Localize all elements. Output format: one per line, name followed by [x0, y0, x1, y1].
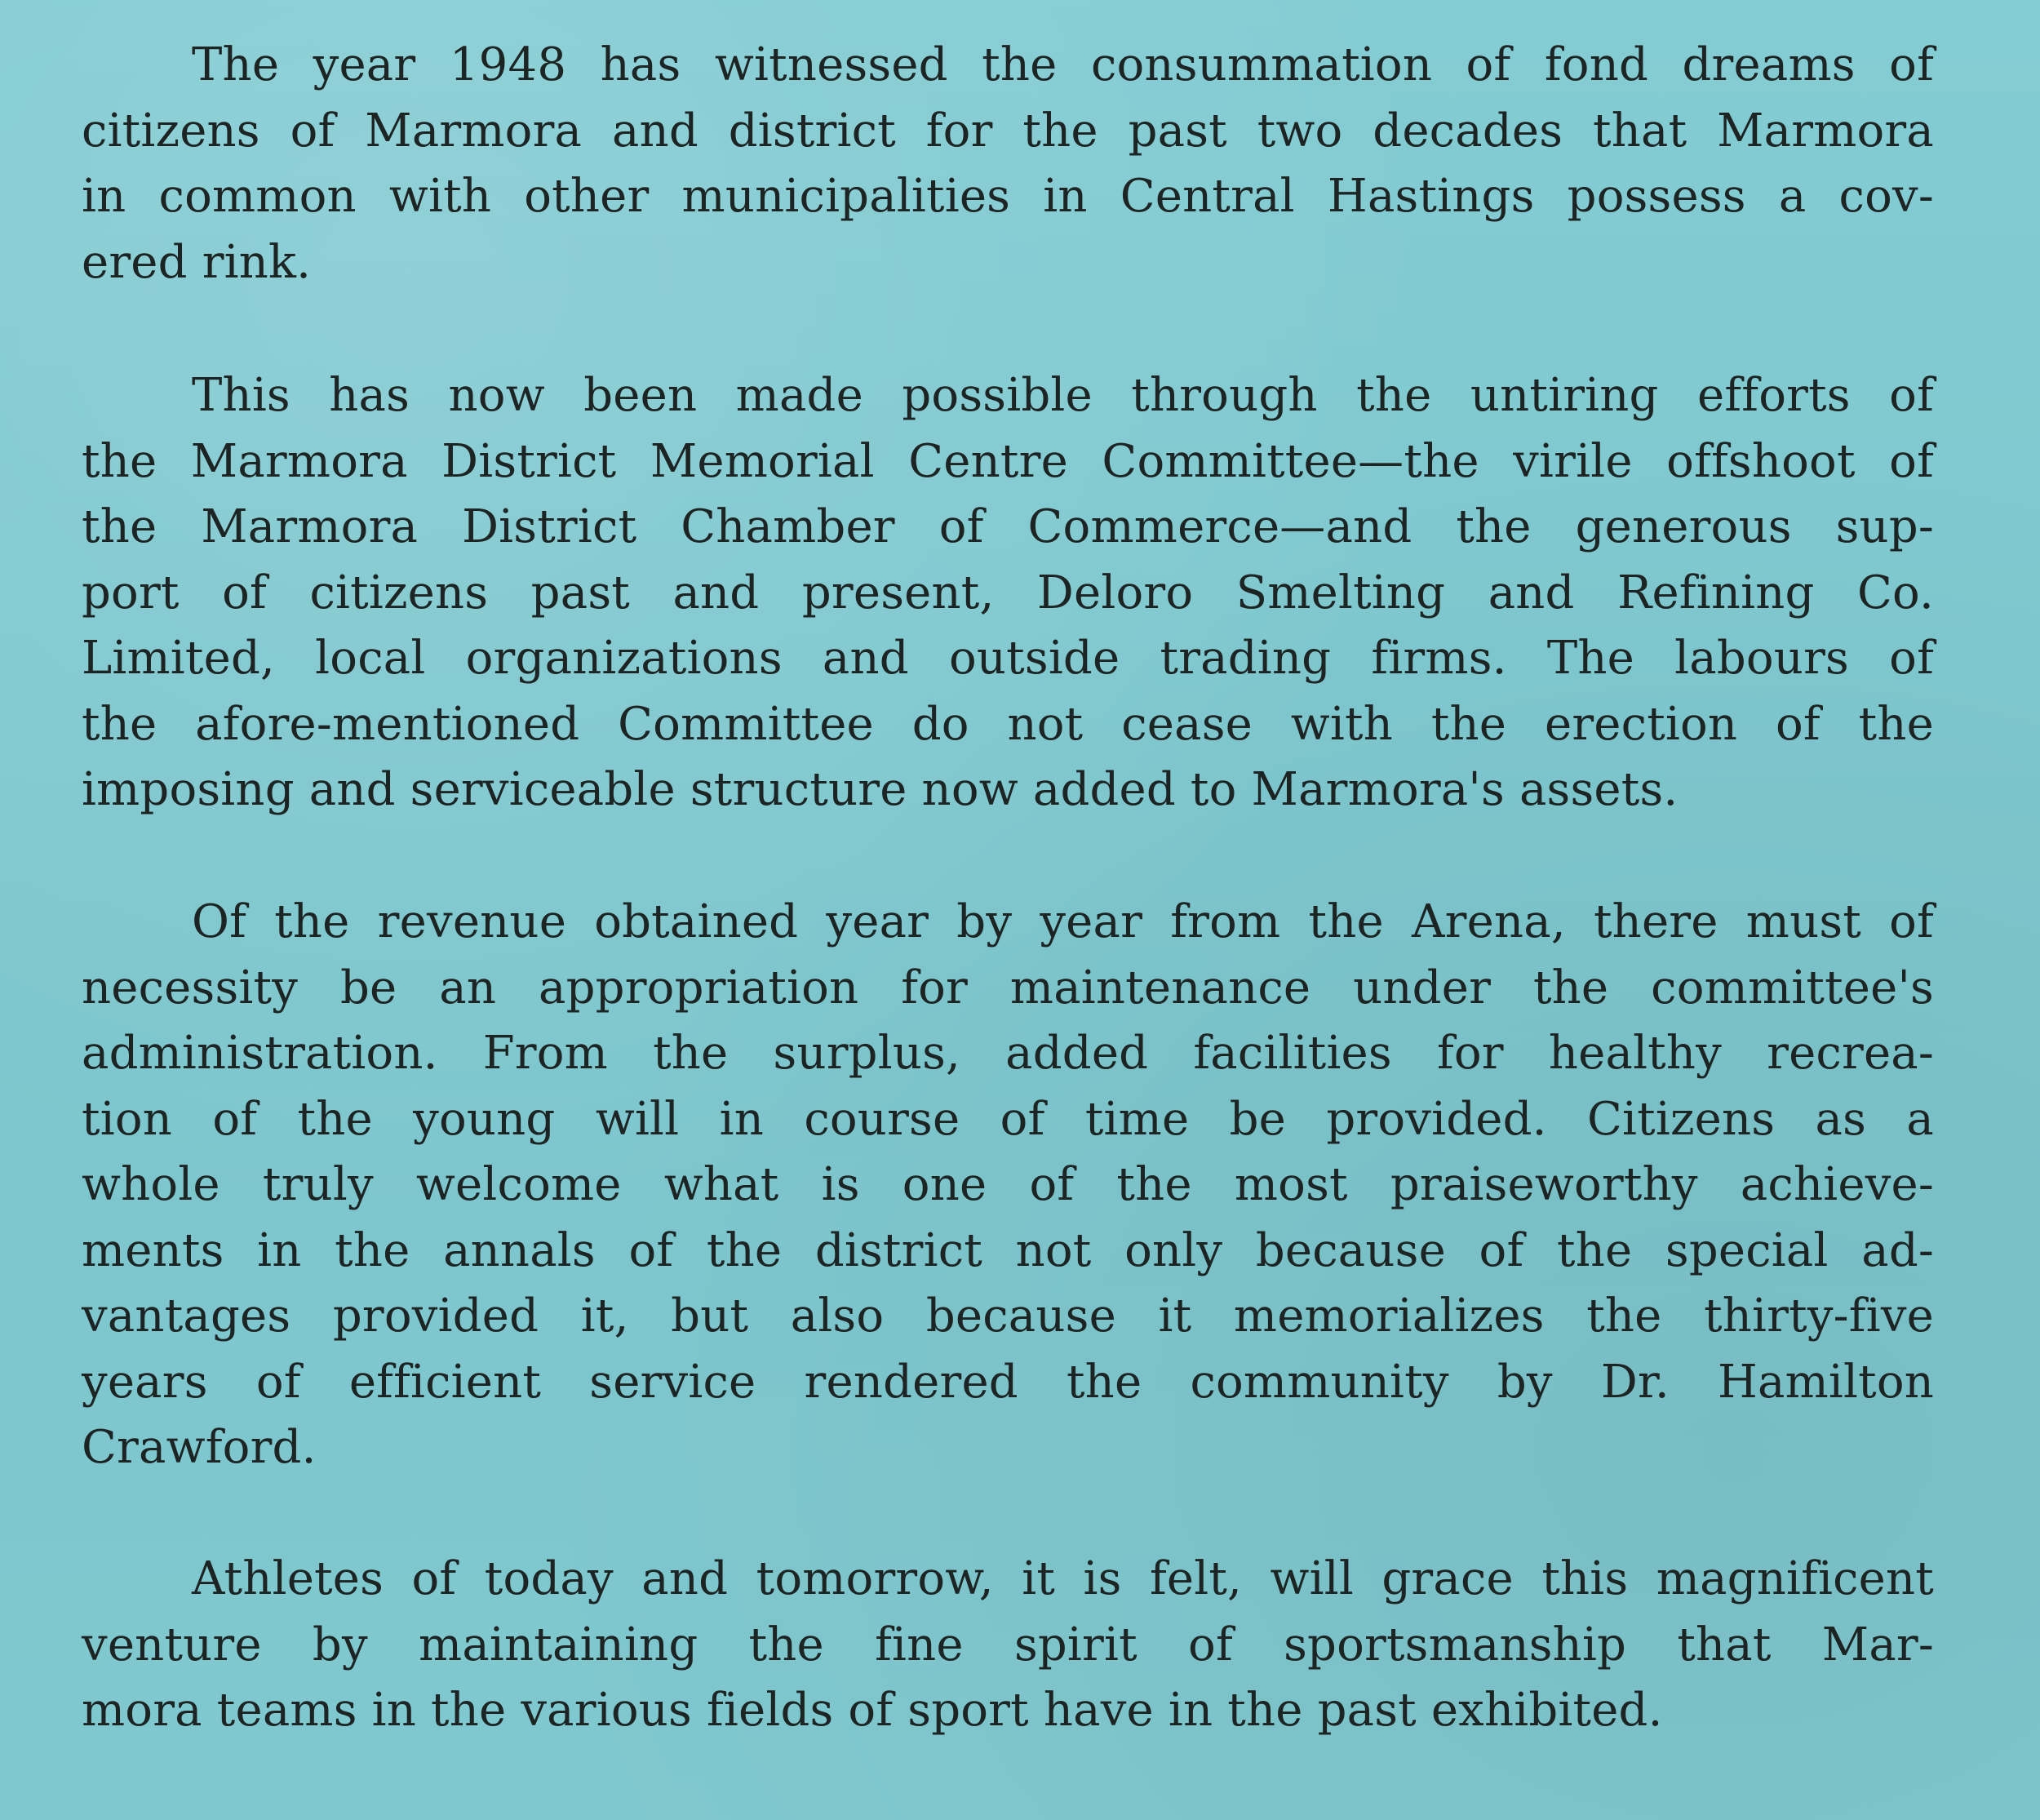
text-line: citizens of Marmora and district for the past two decades that Marmora [82, 104, 1934, 158]
text-line: necessity be an appropriation for maintenance under the committee's [82, 961, 1934, 1014]
paragraph-3 [82, 890, 1934, 1481]
text-line: vantages provided it, but also because it memorializes the thirty-five [82, 1290, 1934, 1343]
text-line: imposing and serviceable structure now added to Marmora's assets. [82, 763, 1679, 816]
text-line: port of citizens past and present, Deloro Smelting and Refining Co. [82, 566, 1934, 619]
document-page [82, 33, 1934, 1787]
text-line: the Marmora District Memorial Centre Committee—the virile offshoot of [82, 434, 1934, 488]
text-line: the afore-mentioned Committee do not cease with the erection of the [82, 697, 1934, 751]
text-line: administration. From the surplus, added facilities for healthy recrea- [82, 1027, 1934, 1080]
text-line: mora teams in the various fields of sport have in the past exhibited. [82, 1684, 1663, 1737]
text-line: whole truly welcome what is one of the most praiseworthy achieve- [82, 1158, 1934, 1211]
text-line: in common with other municipalities in Central Hastings possess a cov- [82, 170, 1934, 223]
text-line: Crawford. [82, 1421, 317, 1474]
text-line: ments in the annals of the district not only because of the special ad- [82, 1223, 1934, 1277]
paragraph-4 [82, 1547, 1934, 1744]
text-line: the Marmora District Chamber of Commerce—and the generous sup- [82, 500, 1934, 553]
paragraph-2 [82, 363, 1934, 823]
text-line: The year 1948 has witnessed the consummation of fond dreams of [192, 38, 1934, 91]
paragraph-1 [82, 33, 1934, 295]
text-line: Athletes of today and tomorrow, it is felt, will grace this magnificent [192, 1552, 1934, 1605]
text-line: Limited, local organizations and outside trading firms. The labours of [82, 632, 1934, 685]
text-line: Of the revenue obtained year by year from the Arena, there must of [192, 895, 1934, 948]
text-line: tion of the young will in course of time be provided. Citizens as a [82, 1092, 1934, 1146]
text-line: venture by maintaining the fine spirit of sportsmanship that Mar- [82, 1618, 1934, 1671]
text-line: years of efficient service rendered the community by Dr. Hamilton [82, 1355, 1934, 1409]
text-line: ered rink. [82, 235, 312, 289]
text-line: This has now been made possible through the untiring efforts of [192, 369, 1934, 422]
